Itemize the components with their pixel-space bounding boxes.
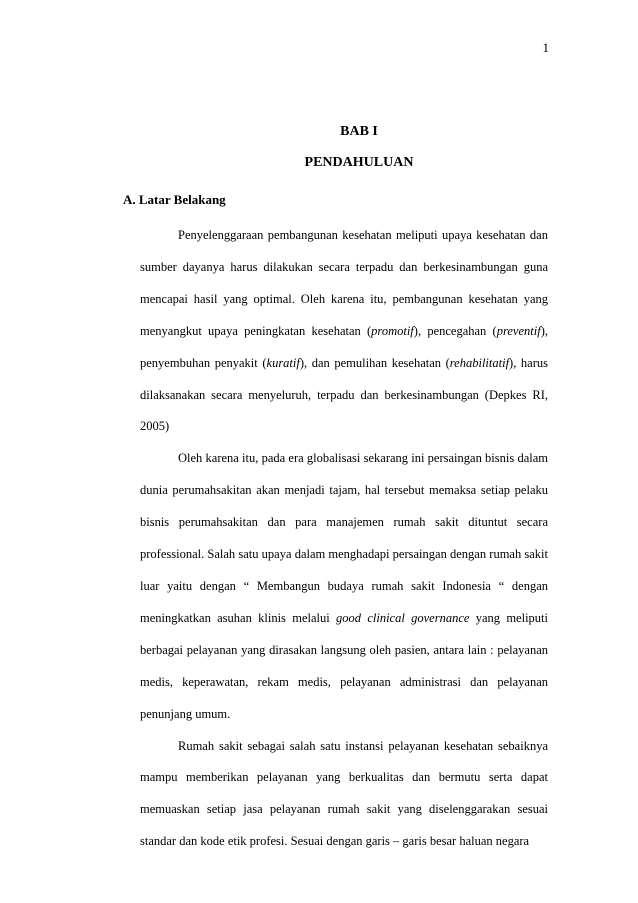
text-run: Penyelenggaraan pembangunan kesehatan meliputi upaya kesehatan dan sumber dayanya harus dilakukan secara terpadu dan berkesinambungan guna mencapai hasil yang optimal. Oleh karena itu, pembangunan kesehatan yang menyangkut upaya peningkatan kesehatan (: [140, 228, 548, 338]
body-text: [140, 220, 548, 858]
text-run: ), pencegahan (: [413, 323, 497, 338]
text-run: Oleh karena itu, pada era globalisasi sekarang ini persaingan bisnis dalam dunia perumahsakitan akan menjadi tajam, hal tersebut memaksa setiap pelaku bisnis perumahsakitan dan para manajemen rumah sakit dituntut secara professional. Salah satu upaya dalam menghadapi persaingan dengan rumah sakit luar yaitu dengan “ Membangun budaya rumah sakit Indonesia “ dengan meningkatkan asuhan klinis melalui: [140, 451, 548, 625]
text-run: ), penyembuhan penyakit (: [140, 323, 548, 370]
italic-term: good clinical governance: [336, 610, 470, 625]
section-heading: A. Latar Belakang: [123, 192, 226, 207]
page-number: 1: [542, 40, 549, 55]
chapter-title: PENDAHULUAN: [304, 155, 414, 170]
text-run: yang meliputi berbagai pelayanan yang dirasakan langsung oleh pasien, antara lain : pelayanan medis, keperawatan, rekam medis, pelayanan administrasi dan pelayanan penunjang umum.: [140, 610, 548, 721]
paragraph: [140, 443, 548, 730]
italic-term: preventif: [496, 323, 541, 338]
text-run: ), harus dilaksanakan secara menyeluruh, terpadu dan berkesinambungan (Depkes RI, 2005): [140, 355, 549, 434]
text-run: Rumah sakit sebagai salah satu instansi pelayanan kesehatan sebaiknya mampu memberikan pelayanan yang berkualitas dan bermutu serta dapat memuaskan setiap jasa pelayanan rumah sakit yang diselenggarakan sesuai standar dan kode etik profesi. Sesuai dengan garis – garis besar haluan negara: [140, 738, 548, 849]
paragraph: [140, 220, 548, 443]
text-run: ), dan pemulihan kesehatan (: [299, 355, 450, 370]
italic-term: kuratif: [266, 355, 300, 370]
paragraph: [140, 731, 548, 859]
italic-term: promotif: [371, 323, 414, 338]
chapter-number: BAB I: [340, 124, 378, 139]
italic-term: rehabilitatif: [449, 355, 510, 370]
